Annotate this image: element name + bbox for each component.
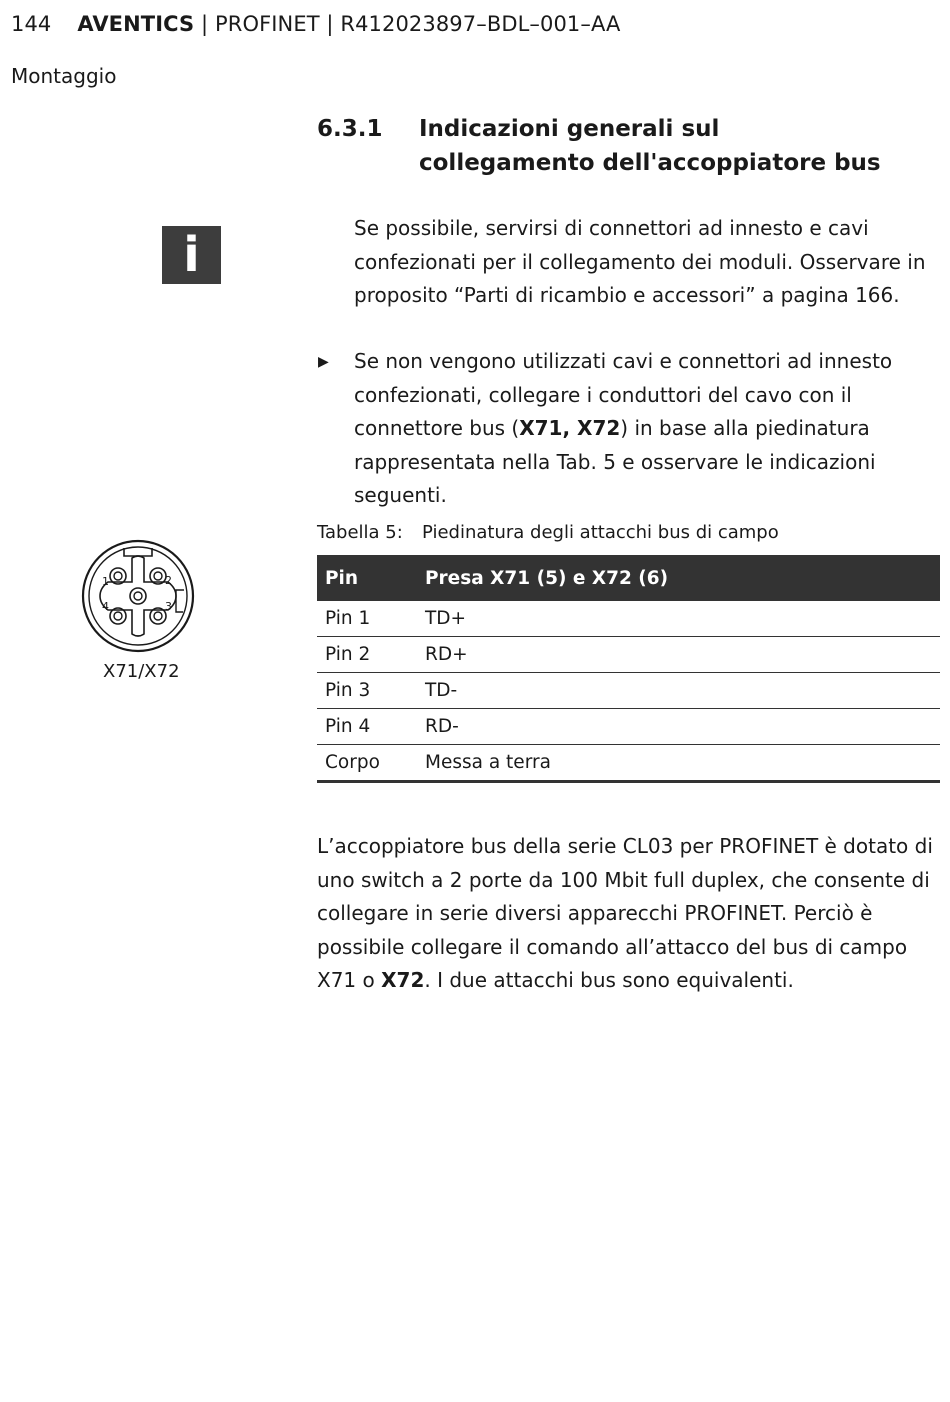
table-cell: Pin 2: [317, 637, 417, 673]
document-reference: | PROFINET | R412023897–BDL–001–AA: [194, 12, 621, 36]
table-row: [317, 745, 940, 782]
step-instruction: [354, 345, 944, 513]
step-marker-icon: ▶: [318, 354, 329, 370]
table-cell: Corpo: [317, 745, 417, 782]
pin-label-4: 4: [102, 600, 109, 613]
step-text-bold: X71, X72: [519, 416, 621, 440]
table-row: [317, 601, 940, 637]
body-paragraph: [317, 830, 947, 998]
table-caption-text: Piedinatura degli attacchi bus di campo: [422, 522, 779, 543]
table-cell: Pin 1: [317, 601, 417, 637]
note-text: Se possibile, servirsi di connettori ad innesto e cavi confezionati per il collegamento dei moduli. Osservare in proposito “Parti di ricambio e accessori” a pagina 166.: [354, 216, 926, 307]
table-caption: [317, 522, 779, 543]
pin-label-1: 1: [102, 575, 109, 588]
page-number: 144: [11, 12, 52, 36]
pin-label-2: 2: [165, 574, 172, 587]
table-cell: RD+: [417, 637, 940, 673]
table-cell: Pin 3: [317, 673, 417, 709]
table-header-row: [317, 555, 940, 601]
running-header: [11, 12, 621, 36]
body-text-end: . I due attacchi bus sono equivalenti.: [424, 968, 794, 992]
info-icon-glyph: i: [183, 227, 200, 283]
body-text-bold: X72: [381, 968, 425, 992]
brand-name: AVENTICS: [77, 12, 195, 36]
table-row: [317, 709, 940, 745]
table-cell: TD-: [417, 673, 940, 709]
table-caption-label: Tabella 5:: [317, 522, 403, 543]
table-cell: RD-: [417, 709, 940, 745]
step-text-start: Se non vengono utilizzati cavi e connettori ad innesto confezionati, collegare i conduttori del cavo con il connettore bus (: [354, 349, 893, 440]
connector-label: X71/X72: [103, 661, 180, 682]
table-cell: Messa a terra: [417, 745, 940, 782]
step-text-end: ) in base alla piedinatura rappresentata nella Tab. 5 e osservare le indicazioni seguenti.: [354, 416, 876, 507]
info-icon: [162, 226, 221, 284]
heading-title: Indicazioni generali sul collegamento dell'accoppiatore bus: [419, 116, 881, 176]
table-cell: TD+: [417, 601, 940, 637]
body-text-start: L’accoppiatore bus della serie CL03 per PROFINET è dotato di uno switch a 2 porte da 100 Mbit full duplex, che consente di collegare in serie diversi apparecchi PROFINET. Perciò è possibile collegare il comando all’attacco del bus di campo X71 o: [317, 834, 933, 992]
pin-label-3: 3: [165, 600, 172, 613]
heading-number: 6.3.1: [317, 116, 383, 142]
table-cell: Pin 4: [317, 709, 417, 745]
section-label: Montaggio: [11, 64, 117, 88]
table-row: [317, 637, 940, 673]
table-row: [317, 673, 940, 709]
table-header-socket: Presa X71 (5) e X72 (6): [417, 555, 940, 601]
pinout-table: [317, 555, 940, 783]
connector-pinout-diagram: [80, 538, 196, 654]
table-header-pin: Pin: [317, 555, 417, 601]
